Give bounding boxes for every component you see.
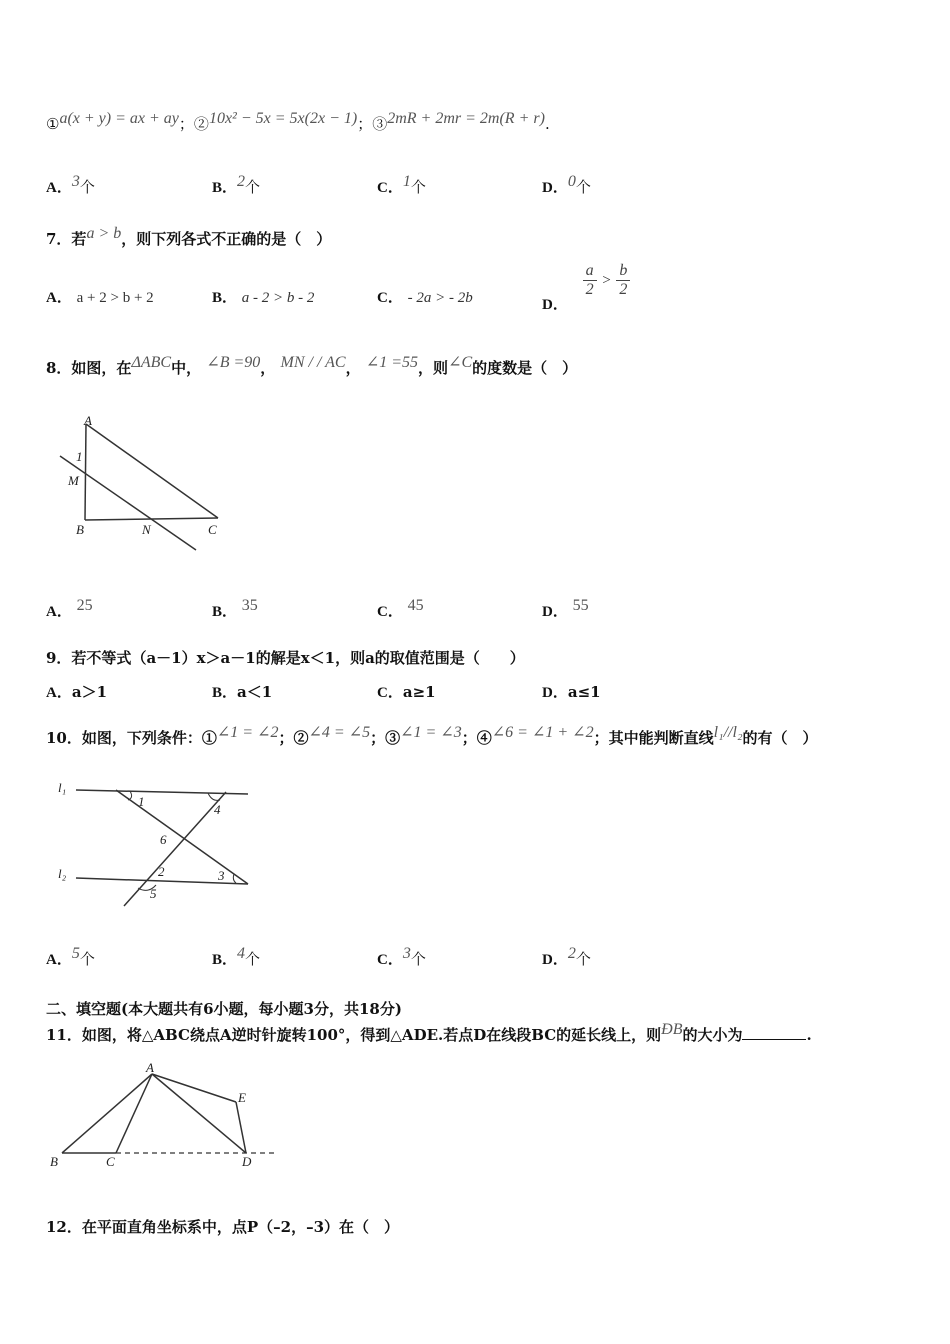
fraction-a-over-2 [583,262,597,299]
option-label: A． [46,290,72,306]
q10-figure [50,772,260,912]
q7-suffix: ，则下列各式不正确的是（ ） [121,230,332,248]
option-number: 3 [71,173,80,190]
circled-two: ② [193,115,209,133]
q6-expr-3: 2mR + 2mr = 2m(R + r) [387,110,545,127]
q10-option-c[interactable] [377,945,426,969]
option-unit: 个 [79,178,95,196]
label-a: A [84,413,92,428]
q9-stem: 9．若不等式（a－1）x＞a－1的解是x＜1，则a的取值范围是（ ） [46,649,525,667]
q11-stem [46,1021,812,1045]
q10-parallel: l₁//l₂ [713,724,743,741]
option-number: 2 [567,945,576,962]
q6-expr-2: 10x² − 5x = 5x(2x − 1) [208,110,358,127]
q8-option-d[interactable] [542,597,589,621]
option-label: D． [542,685,568,701]
q10-option-d[interactable] [542,945,591,969]
option-label: D． [542,604,568,620]
option-value: 55 [572,597,589,614]
text: ；④ [461,729,492,747]
option-label: D． [542,180,568,196]
q8-stem [46,354,578,378]
label-c: C [106,1154,115,1169]
q10-cond-2: ∠4 = ∠5 [308,724,371,741]
separator: ； [178,115,194,133]
segment-ad [152,1074,246,1153]
q11-figure [46,1058,286,1178]
q11-suffix: 的大小为 [682,1026,743,1044]
fraction-b-over-2 [616,262,630,299]
numerator: b [619,262,628,279]
text: ，则 [418,359,449,377]
option-expression: a + 2 > b + 2 [76,290,154,306]
q8-parallel: MN / / AC [280,354,346,371]
text: 中， [171,359,202,377]
label-angle-6: 6 [160,832,167,847]
q7-stem [46,225,332,249]
q10-option-a[interactable] [46,945,95,969]
option-expression: a - 2 > b - 2 [241,290,315,306]
q7-option-d[interactable] [542,262,630,313]
q11-angle: ÐB [661,1021,683,1038]
option-unit: 个 [575,178,591,196]
section-heading: 二、填空题(本大题共有6小题，每小题3分，共18分) [46,1000,402,1018]
q10-cond-4: ∠6 = ∠1 + ∠2 [491,724,594,741]
denominator: 2 [619,281,628,298]
period: . [806,1026,812,1044]
q12-stem: 12．在平面直角坐标系中，点P（–2，–3）在（ ） [46,1218,400,1236]
q9-option-b[interactable] [212,681,272,702]
option-expression: - 2a > - 2b [407,290,473,306]
option-label: D． [542,952,568,968]
q7-prefix: 7．若 [46,230,87,248]
option-value: 25 [76,597,93,614]
q7-option-a[interactable] [46,286,154,307]
period: . [544,115,550,133]
q7-option-b[interactable] [212,286,314,307]
segment-ab [62,1074,152,1153]
text: ；③ [370,729,401,747]
label-angle-5: 5 [150,886,157,901]
option-label: A． [46,952,72,968]
option-unit: 个 [245,178,261,196]
option-number: 0 [567,173,576,190]
q8-angle-c: ∠C [448,354,473,371]
option-label: B． [212,290,238,306]
q10-stem [46,724,818,748]
q9-option-d[interactable] [542,681,601,702]
text: ， [260,359,276,377]
q10-cond-1: ∠1 = ∠2 [216,724,279,741]
q8-option-a[interactable] [46,597,93,621]
option-label: C． [377,685,403,701]
option-unit: 个 [410,950,426,968]
q8-triangle: ΔABC [131,354,172,371]
option-label: A． [46,685,72,701]
label-angle-2: 2 [158,864,165,879]
q6-option-b[interactable] [212,173,261,197]
label-b: B [76,522,84,537]
option-unit: 个 [245,950,261,968]
segment-ac [116,1074,152,1153]
q7-condition: a > b [86,225,122,242]
q9-option-c[interactable] [377,681,436,702]
q8-prefix: 8．如图，在 [46,359,132,377]
text: ；其中能判断直线 [593,729,714,747]
circled-three: ③ [372,115,388,133]
option-number: 3 [402,945,411,962]
label-c: C [208,522,217,537]
option-number: 2 [237,173,246,190]
segment-ae [152,1074,236,1102]
q6-statements [46,110,550,134]
label-b: B [50,1154,58,1169]
option-label: C． [377,952,403,968]
option-label: D． [542,296,568,313]
q6-option-c[interactable] [377,173,426,197]
option-label: C． [377,604,403,620]
text: ；② [278,729,309,747]
option-label: A． [46,180,72,196]
q11-prefix: 11．如图，将△ABC绕点A逆时针旋转100°，得到△ADE.若点D在线段BC的延长线上，则 [46,1026,662,1044]
q8-angle-b: ∠B =90 [206,354,261,371]
segment-ab [85,424,86,520]
option-unit: 个 [410,178,426,196]
label-e: E [238,1090,246,1105]
q6-expr-1: a(x + y) = ax + ay [59,110,179,127]
option-label: B． [212,180,238,196]
option-label: C． [377,180,403,196]
option-label: C． [377,290,403,306]
q10-prefix: 10．如图，下列条件：① [46,729,217,747]
q8-option-b[interactable] [212,597,258,621]
option-value: 35 [241,597,258,614]
option-unit: 个 [575,950,591,968]
angle-arc-4 [208,793,220,800]
q8-figure [50,410,240,560]
label-l2: l₂ [58,866,67,881]
label-angle-3: 3 [218,868,225,883]
q10-option-b[interactable] [212,945,261,969]
option-value: 45 [407,597,424,614]
option-label: B． [212,604,238,620]
label-l1: l₁ [58,780,67,795]
option-value: a＜1 [237,683,273,701]
option-label: B． [212,685,238,701]
circled-one: ① [46,115,60,133]
separator: ； [357,115,373,133]
denominator: 2 [585,281,594,298]
option-value: a＞1 [71,683,108,701]
option-label: A． [46,604,72,620]
label-m: M [68,473,79,488]
label-a: A [146,1060,154,1075]
option-value: a≥1 [402,683,436,701]
q10-suffix: 的有（ ） [742,729,818,747]
q7-option-c[interactable] [377,286,473,307]
option-label: B． [212,952,238,968]
label-n: N [142,522,151,537]
q10-cond-3: ∠1 = ∠3 [400,724,462,741]
option-number: 5 [71,945,80,962]
q8-suffix: 的度数是（ ） [472,359,578,377]
q6-option-a[interactable] [46,173,95,197]
numerator: a [585,262,594,279]
q8-option-c[interactable] [377,597,424,621]
label-angle-4: 4 [214,802,221,817]
answer-blank[interactable] [742,1039,806,1040]
label-d: D [242,1154,252,1169]
transversal-1 [116,790,248,884]
q6-option-d[interactable] [542,173,591,197]
segment-ac [86,424,218,518]
option-unit: 个 [79,950,95,968]
option-number: 1 [402,173,411,190]
label-angle-1: 1 [138,794,145,809]
q9-option-a[interactable] [46,681,107,702]
option-value: a≤1 [567,683,601,701]
label-angle-1: 1 [76,449,83,464]
option-number: 4 [237,945,246,962]
line-l1 [76,790,248,794]
comparison-op: > [601,272,612,289]
text: ， [345,359,361,377]
q8-angle-1: ∠1 =55 [365,354,419,371]
